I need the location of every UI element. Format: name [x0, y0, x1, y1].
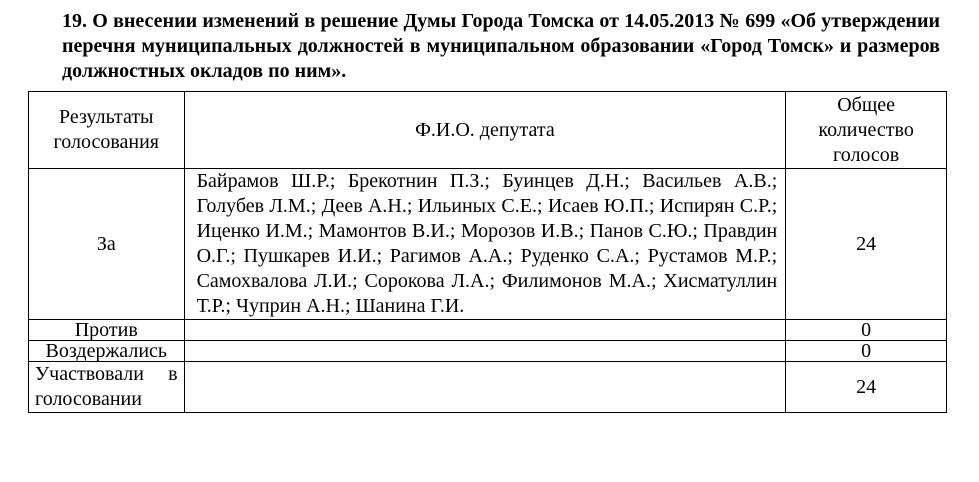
row-label: Против	[29, 320, 185, 341]
deputy-names	[184, 341, 786, 362]
vote-count: 24	[786, 169, 947, 320]
table-header-row	[29, 92, 947, 169]
table-row-against	[29, 320, 947, 341]
deputy-names	[184, 320, 786, 341]
vote-count: 0	[786, 320, 947, 341]
header-total-votes: Общее количество голосов	[786, 92, 947, 169]
table-row-participated	[29, 362, 947, 413]
header-voting-results: Результаты голосования	[29, 92, 185, 169]
row-label: Участвовали в голосовании	[29, 362, 185, 413]
vote-count: 0	[786, 341, 947, 362]
deputy-names	[184, 362, 786, 413]
row-label: Воздержались	[29, 341, 185, 362]
voting-results-table	[28, 91, 947, 413]
deputy-names: Байрамов Ш.Р.; Брекотнин П.З.; Буинцев Д.Н.; Васильев А.В.; Голубев Л.М.; Деев А.Н.; Ильиных С.Е.; Исаев Ю.П.; Испирян С.Р.; Иценко И.М.; Мамонтов В.И.; Морозов И.В.; Панов С.Ю.; Правдин О.Г.; Пушкарев И.И.; Рагимов А.А.; Руденко С.А.; Рустамов М.Р.; Самохвалова Л.И.; Сорокова Л.А.; Филимонов М.А.; Хисматуллин Т.Р.; Чуприн А.Н.; Шанина Г.И.	[184, 169, 786, 320]
agenda-item-title: 19. О внесении изменений в решение Думы Города Томска от 14.05.2013 № 699 «Об утверждении перечня муниципальных должностей в муниципальном образовании «Город Томск» и размеров должностных окладов по ним».	[62, 10, 940, 82]
vote-count: 24	[786, 362, 947, 413]
table-row-for	[29, 169, 947, 320]
table-row-abstained	[29, 341, 947, 362]
header-deputy-name: Ф.И.О. депутата	[184, 92, 786, 169]
row-label: За	[29, 169, 185, 320]
